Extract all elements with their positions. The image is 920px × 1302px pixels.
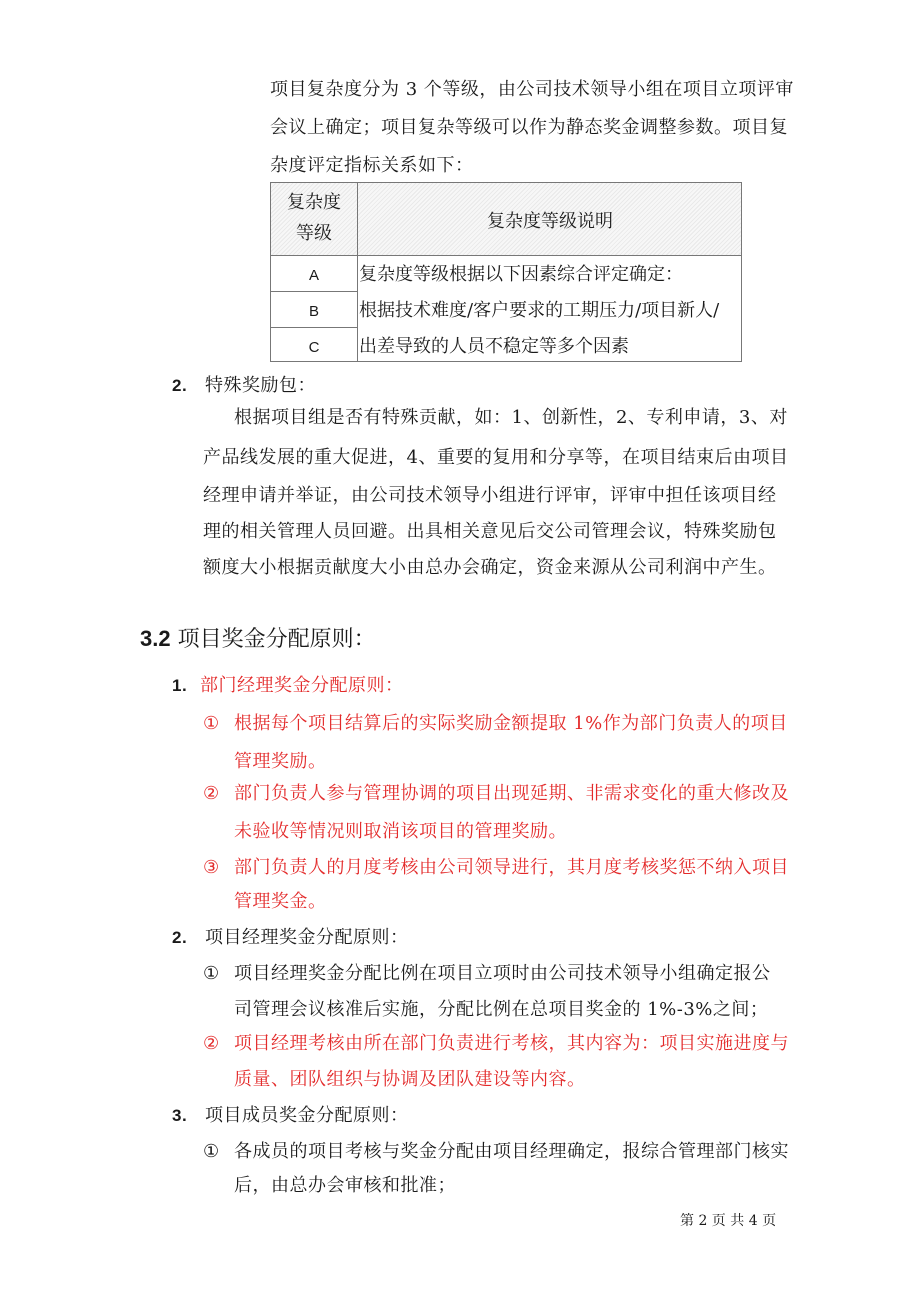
dept-number: 1.	[172, 676, 188, 695]
level-b: B	[308, 303, 319, 320]
member-number: 3.	[172, 1106, 188, 1125]
intro-line-1: 项目复杂度分为 3 个等级，由公司技术领导小组在项目立项评审	[270, 79, 794, 100]
header-description: 复杂度等级说明	[487, 211, 613, 232]
pm-item-2-line-2: 质量、团队组织与协调及团队建设等内容。	[234, 1069, 586, 1090]
complexity-table	[270, 182, 742, 362]
intro-line-2: 会议上确定；项目复杂等级可以作为静态奖金调整参数。项目复	[270, 117, 788, 138]
dept-item-3-line-1: 部门负责人的月度考核由公司领导进行，其月度考核奖惩不纳入项目	[234, 857, 789, 878]
dept-item-2-line-1: 部门负责人参与管理协调的项目出现延期、非需求变化的重大修改及	[234, 783, 789, 804]
pm-item-1-line-2: 司管理会议核准后实施，分配比例在总项目奖金的 1%-3%之间；	[234, 999, 769, 1020]
dept-item-3-mark: ③	[203, 857, 220, 878]
dept-item-2-line-2: 未验收等情况则取消该项目的管理奖励。	[234, 821, 567, 842]
level-description-line-1: 复杂度等级根据以下因素综合评定确定：	[359, 264, 683, 285]
level-c: C	[308, 339, 320, 356]
pm-item-1-line-1: 项目经理奖金分配比例在项目立项时由公司技术领导小组确定报公	[234, 963, 771, 984]
section-number: 3.2	[140, 626, 171, 651]
member-item-1-line-1: 各成员的项目考核与奖金分配由项目经理确定，报综合管理部门核实	[234, 1141, 789, 1162]
member-title: 项目成员奖金分配原则：	[205, 1105, 409, 1126]
special-title: 特殊奖励包：	[205, 375, 316, 396]
level-description-line-2: 根据技术难度/客户要求的工期压力/项目新人/	[359, 300, 720, 321]
special-line-4: 理的相关管理人员回避。出具相关意见后交公司管理会议，特殊奖励包	[203, 521, 777, 542]
header-level: 复杂度 等级	[287, 192, 341, 244]
special-line-1: 根据项目组是否有特殊贡献，如：1、创新性，2、专利申请，3、对	[234, 407, 788, 428]
member-item-1-mark: ①	[203, 1141, 220, 1162]
intro-line-3: 杂度评定指标关系如下：	[270, 155, 474, 176]
level-a: A	[308, 267, 319, 284]
pm-title: 项目经理奖金分配原则：	[205, 927, 409, 948]
special-line-2: 产品线发展的重大促进，4、重要的复用和分享等，在项目结束后由项目	[203, 447, 789, 468]
dept-item-1-line-1: 根据每个项目结算后的实际奖励金额提取 1%作为部门负责人的项目	[234, 713, 788, 734]
member-item-1-line-2: 后，由总办会审核和批准；	[234, 1175, 456, 1196]
dept-item-2-mark: ②	[203, 783, 220, 804]
pm-item-2-mark: ②	[203, 1033, 220, 1054]
dept-item-1-line-2: 管理奖励。	[234, 751, 327, 772]
dept-title: 部门经理奖金分配原则：	[200, 675, 404, 696]
section-heading	[140, 622, 376, 653]
dept-item-1-mark: ①	[203, 713, 220, 734]
section-title: 项目奖金分配原则：	[177, 627, 376, 652]
level-description-line-3: 出差导致的人员不稳定等多个因素	[359, 336, 629, 357]
special-line-5: 额度大小根据贡献度大小由总办会确定，资金来源从公司利润中产生。	[203, 557, 777, 578]
pm-item-1-mark: ①	[203, 963, 220, 984]
dept-item-3-line-2: 管理奖金。	[234, 891, 327, 912]
special-number: 2.	[172, 376, 188, 395]
page-footer: 第 2 页 共 4 页	[680, 1213, 777, 1229]
pm-number: 2.	[172, 928, 188, 947]
pm-item-2-line-1: 项目经理考核由所在部门负责进行考核，其内容为：项目实施进度与	[234, 1033, 789, 1054]
special-line-3: 经理申请并举证，由公司技术领导小组进行评审，评审中担任该项目经	[203, 485, 777, 506]
